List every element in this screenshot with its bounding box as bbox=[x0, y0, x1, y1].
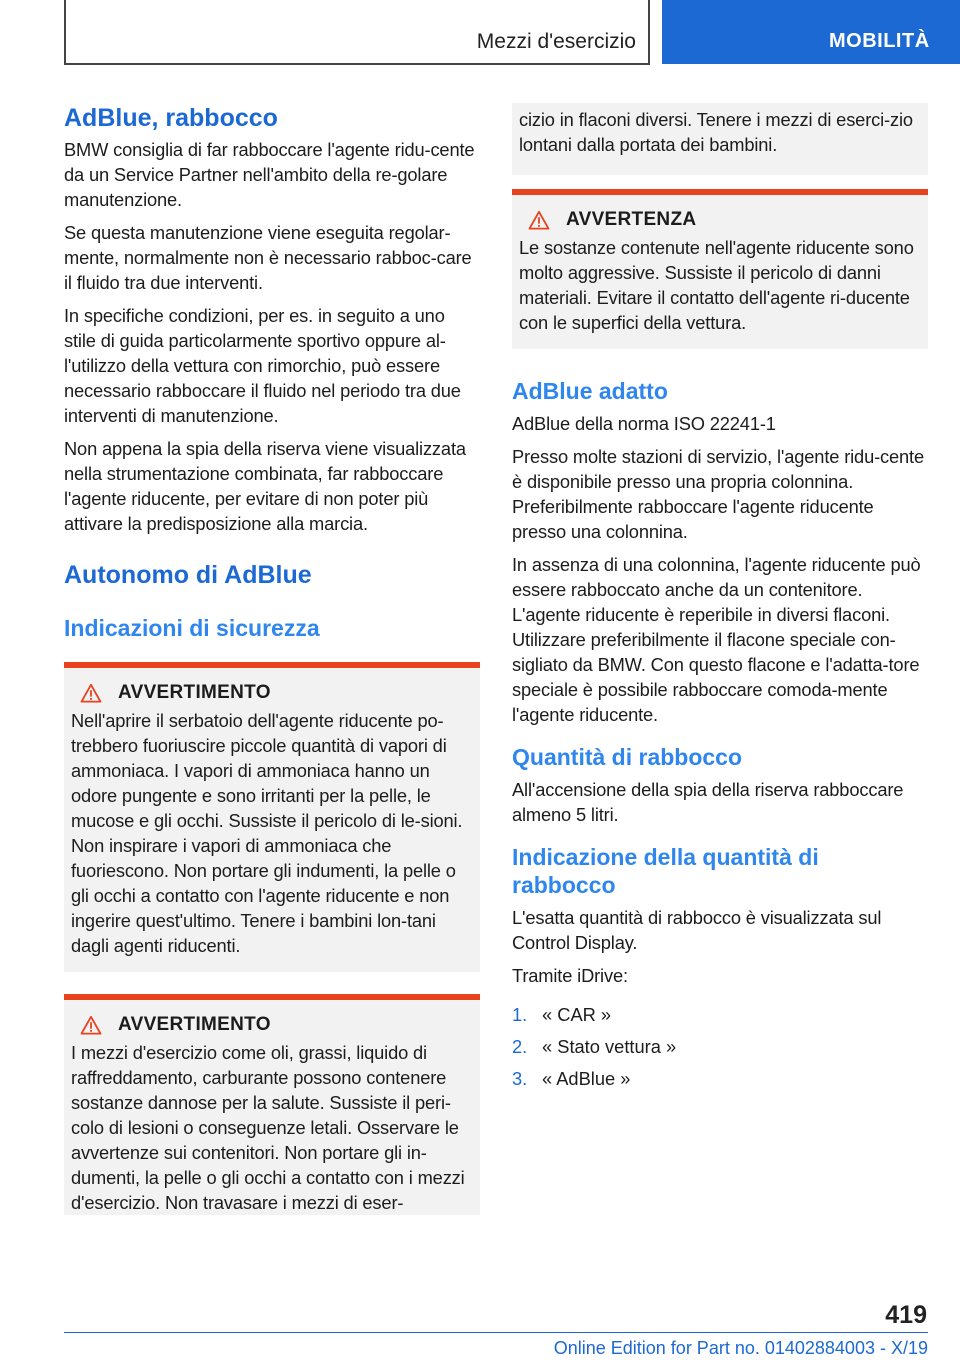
warning-title bbox=[71, 682, 472, 704]
warning-box bbox=[64, 994, 480, 1215]
step-text: « CAR » bbox=[542, 1004, 612, 1025]
subheading-adblue-adatto: AdBlue adatto bbox=[512, 378, 668, 404]
step-number: 3. bbox=[512, 1068, 528, 1089]
warning-title bbox=[519, 209, 920, 231]
paragraph: Se questa manutenzione viene eseguita regolar-mente, normalmente non è necessario rabboc-care il fluido tra due interventi. bbox=[64, 222, 472, 293]
step-number: 1. bbox=[512, 1004, 528, 1025]
warning-text: I mezzi d'esercizio come oli, grassi, liquido di raffreddamento, carburante possono contenere sostanze dannose per la salute. Sussiste il peri-colo di lesioni o conseguenze letali. Osservare le avvertenze sui contenitori. Non portare gli in-dumenti, la pelle o gli occhi a contatto con i mezzi d'esercizio. Non travasare i mezzi di eser- bbox=[71, 1042, 465, 1213]
warning-triangle-icon bbox=[80, 683, 102, 703]
header-chapter-tab: MOBILITÀ bbox=[662, 0, 960, 64]
right-column bbox=[512, 103, 928, 1098]
paragraph: AdBlue della norma ISO 22241-1 bbox=[512, 413, 776, 434]
idrive-steps bbox=[512, 1002, 928, 1091]
heading-autonomo: Autonomo di AdBlue bbox=[64, 561, 312, 589]
warning-text: cizio in flaconi diversi. Tenere i mezzi di eserci-zio lontani dalla portata dei bambini. bbox=[519, 109, 913, 155]
warning-text: Le sostanze contenute nell'agente riducente sono molto aggressive. Sussiste il pericolo di danni materiali. Evitare il contatto dell'agente ri-ducente con le superfici della vettura. bbox=[519, 237, 914, 333]
paragraph: BMW consiglia di far rabboccare l'agente ridu-cente da un Service Partner nell'ambito della re-golare manutenzione. bbox=[64, 139, 475, 210]
list-item bbox=[512, 1002, 928, 1027]
subheading-indicazione: Indicazione della quantità di rabbocco bbox=[512, 844, 819, 898]
warning-title-text: AVVERTIMENTO bbox=[118, 1014, 271, 1035]
list-item bbox=[512, 1066, 928, 1091]
header-bottom-rule bbox=[64, 63, 650, 65]
paragraph: Tramite iDrive: bbox=[512, 965, 628, 986]
subheading-quantita: Quantità di rabbocco bbox=[512, 744, 743, 770]
warning-title-text: AVVERTENZA bbox=[566, 209, 697, 230]
step-number: 2. bbox=[512, 1036, 528, 1057]
warning-triangle-icon bbox=[80, 1015, 102, 1035]
page-number: 419 bbox=[885, 1301, 927, 1329]
warning-triangle-icon bbox=[528, 210, 550, 230]
warning-box bbox=[512, 189, 928, 349]
paragraph: Non appena la spia della riserva viene visualizzata nella strumentazione combinata, far rabboccare l'agente riducente, per evitare di non poter più attivare la predisposizione alla marcia. bbox=[64, 438, 466, 534]
paragraph: In assenza di una colonnina, l'agente riducente può essere rabboccato anche da un contenitore. L'agente riducente è reperibile in diversi flaconi. Utilizzare preferibilmente il flacone speciale con-sigliato da BMW. Con questo flacone e l'adatta-tore speciale è possibile rabboccare comoda-mente l'agente riducente. bbox=[512, 554, 921, 725]
step-text: « Stato vettura » bbox=[542, 1036, 677, 1057]
list-item bbox=[512, 1034, 928, 1059]
warning-text: Nell'aprire il serbatoio dell'agente riducente po-trebbero fuoriuscire piccole quantità di vapori di ammoniaca. I vapori di ammoniaca hanno un odore pungente e sono irritanti per la pelle, le mucose e gli occhi. Sussiste il pericolo di le-sioni. Non inspirare i vapori di ammoniaca che fuoriescono. Non portare gli indumenti, la pelle o gli occhi a contatto con l'agente riducente e non ingerire quest'ultimo. Tenere i bambini lon-tani dagli agenti riducenti. bbox=[71, 710, 463, 956]
header-section-title: Mezzi d'esercizio bbox=[476, 30, 636, 53]
step-text: « AdBlue » bbox=[542, 1068, 631, 1089]
footer-edition-link[interactable]: Online Edition for Part no. 01402884003 - X/19 bbox=[553, 1338, 928, 1358]
paragraph: All'accensione della spia della riserva rabboccare almeno 5 litri. bbox=[512, 779, 904, 825]
warning-title bbox=[71, 1014, 472, 1036]
warning-title-text: AVVERTIMENTO bbox=[118, 682, 271, 703]
left-column bbox=[64, 103, 480, 1215]
paragraph: In specifiche condizioni, per es. in seguito a uno stile di guida particolarmente sportivo oppure al-l'utilizzo della vettura con rimorchio, può essere necessario rabboccare il fluido nel periodo tra due interventi di manutenzione. bbox=[64, 305, 461, 426]
header-divider bbox=[648, 0, 650, 64]
warning-box-continued bbox=[512, 103, 928, 175]
header-left-rule bbox=[64, 0, 66, 64]
footer-rule bbox=[64, 1332, 928, 1333]
warning-box bbox=[64, 662, 480, 972]
paragraph: L'esatta quantità di rabbocco è visualizzata sul Control Display. bbox=[512, 907, 882, 953]
subheading-sicurezza: Indicazioni di sicurezza bbox=[64, 615, 320, 641]
heading-adblue-rabbocco: AdBlue, rabbocco bbox=[64, 104, 278, 132]
paragraph: Presso molte stazioni di servizio, l'agente ridu-cente è disponibile presso una propria colonnina. Preferibilmente rabboccare l'agente riducente presso una colonnina. bbox=[512, 446, 924, 542]
